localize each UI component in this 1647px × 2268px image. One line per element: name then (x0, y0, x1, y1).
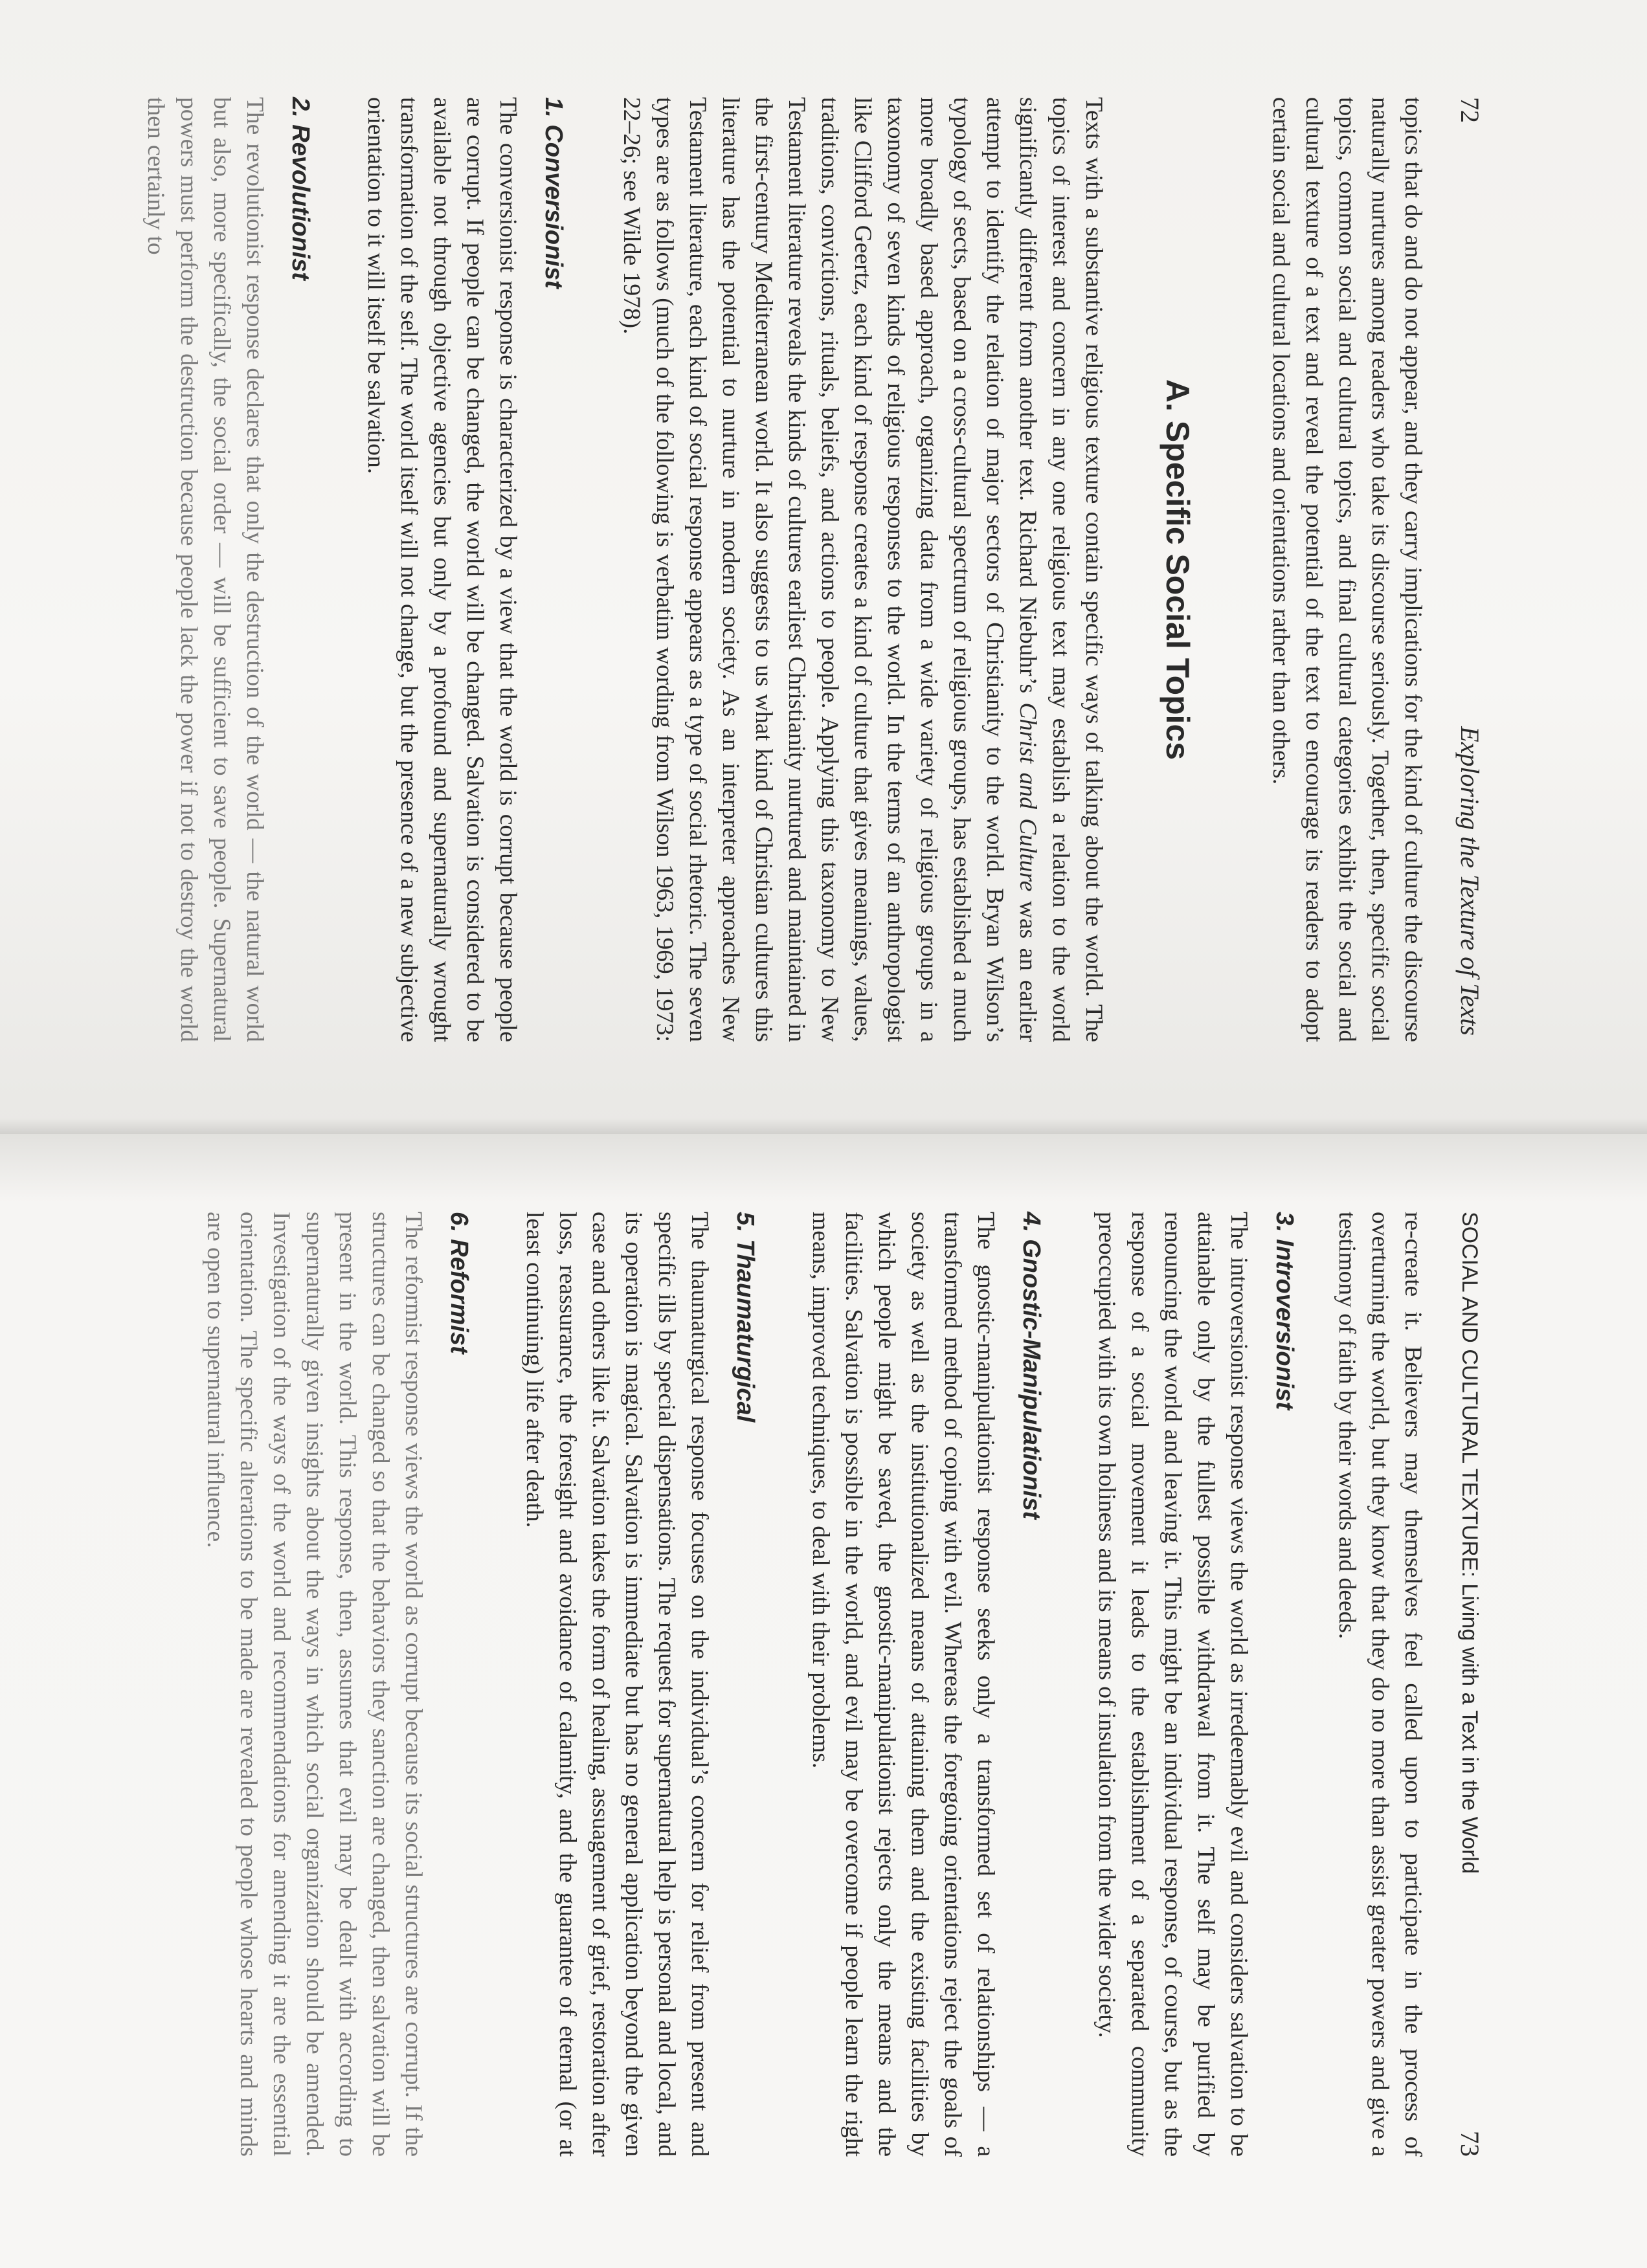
left-page-number: 72 (1455, 97, 1485, 123)
left-running-title: Exploring the Texture of Texts (1455, 726, 1485, 1036)
right-page (0, 1134, 1647, 2268)
subheading-conversionist: 1. Conversionist (540, 97, 567, 289)
revolutionist-text: The revolutionist response declares that only the destruction of the world — the natural world but also, more specifically, the social order — will be sufficient to save people. Supernatural powers must perform the destruction because people lack the power if not to destroy the world then certainly to (142, 97, 268, 1042)
subheading-reformist: 6. Reformist (445, 1212, 473, 1354)
subheading-introversionist: 3. Introversionist (1271, 1212, 1298, 1410)
conversionist-text: The conversionist response is characterized by a view that the world is corrupt because people are corrupt. If people can be changed, the world will be changed. Salvation is considered to be available not through objective agencies but only by a profound and supernaturally wrought transformation of the self. The world itself will not change, but the presence of a new subjective orientation to it will itself be salvation. (363, 97, 521, 1042)
section-paragraph-start: Texts with a substantive religious texture contain specific ways of talking about the world. The topics of interest and concern in any one religious text may establish a relation to the world significantly different from another text. Richard Niebuhr’s (1014, 97, 1107, 1042)
subheading-gnostic-manipulationist: 4. Gnostic-Manipulationist (1018, 1212, 1045, 1520)
subheading-thaumaturgical: 5. Thaumaturgical (732, 1212, 759, 1423)
right-text-column (199, 1212, 1429, 2157)
right-intro-paragraph: re-create it. Believers may themselves feel called upon to participate in the process of overturning the world, but they know that they do no more than assist greater powers and give a testimony of faith by their words and deeds. (1334, 1212, 1426, 2157)
reformist-text: The reformist response views the world as corrupt because its social structures are corrupt. If the structures can be changed so that the behaviors they sanction are changed, then salvation will be present in the world. This response, then, assumes that evil may be dealt with according to supernaturally given insights about the ways in which social organization should be amended. Investigation of the ways of the world and recommendations for amending it are the essential orientation. The specific alterations to be made are revealed to people whose hearts and minds are open to supernatural influence. (202, 1212, 427, 2157)
gnostic-manipulationist-text: The gnostic-manipulationist response seeks only a transformed set of relationships — a transformed method of coping with evil. Whereas the foregoing orientations reject the goals of society as well as the institutionalized means of attaining them and the existing facilities by which people might be saved, the gnostic-manipulationist rejects only the means and the facilities. Salvation is possible in the world, and evil may be overcome if people learn the right means, improved techniques, to deal with their problems. (807, 1212, 999, 2157)
left-intro-paragraph: topics that do and do not appear, and they carry implications for the kind of culture the discourse naturally nurtures among readers who take its discourse seriously. Together, then, specific social topics, common social and cultural topics, and final cultural categories exhibit the social and cultural texture of a text and reveal the potential of the text to encourage its readers to adopt certain social and cultural locations and orientations rather than others. (1268, 97, 1426, 1042)
section-paragraph-rest: was an earlier attempt to identify the relation of major sectors of Christianity to the world. Bryan Wilson’s typology of sects, based on a cross-cultural spectrum of religious groups, has established a much more broadly based approach, organizing data from a wide variety of religious groups in a taxonomy of seven kinds of religious responses to the world. In the terms of an anthropologist like Clifford Geertz, each kind of response creates a kind of culture that gives meanings, values, traditions, convictions, rituals, beliefs, and actions to people. Applying this taxonomy to New Testament literature reveals the kinds of cultures earliest Christianity nurtured and maintained in the first-century Mediterranean world. It also suggests to us what kind of Christian cultures this literature has the potential to nurture in modern society. As an interpreter approaches New Testament literature, each kind of social response appears as a type of social rhetoric. The seven types are as follows (much of the following is verbatim wording from Wilson 1963, 1969, 1973: 22–26; see Wilde 1978). (618, 97, 1041, 1042)
right-running-head (1450, 1212, 1489, 2157)
right-page-number: 73 (1455, 2131, 1485, 2157)
right-running-title: SOCIAL AND CULTURAL TEXTURE: Living with a Text in the World (1457, 1212, 1482, 1874)
book-title-italic: Christ and Culture (1014, 702, 1041, 892)
section-paragraph (615, 97, 1110, 1042)
section-heading: A. Specific Social Topics (1160, 379, 1196, 761)
introversionist-text: The introversionist response views the world as irredeemably evil and considers salvation to be attainable only by the fullest possible withdrawal from it. The self may be purified by renouncing the world and leaving it. This might be an individual response, of course, but as the response of a social movement it leads to the establishment of a separated community preoccupied with its own holiness and its means of insulation from the wider society. (1093, 1212, 1252, 2157)
thaumaturgical-text: The thaumaturgical response focuses on the individual’s concern for relief from present and specific ills by special dispensations. The request for supernatural help is personal and local, and its operation is magical. Salvation is immediate but has no general application beyond the given case and others like it. Salvation takes the form of healing, assuagement of grief, restoration after loss, reassurance, the foresight and avoidance of calamity, and the guarantee of eternal (or at least continuing) life after death. (521, 1212, 713, 2157)
subheading-revolutionist: 2. Revolutionist (287, 97, 314, 280)
left-text-column (139, 97, 1429, 1042)
left-running-head (1450, 97, 1489, 1036)
